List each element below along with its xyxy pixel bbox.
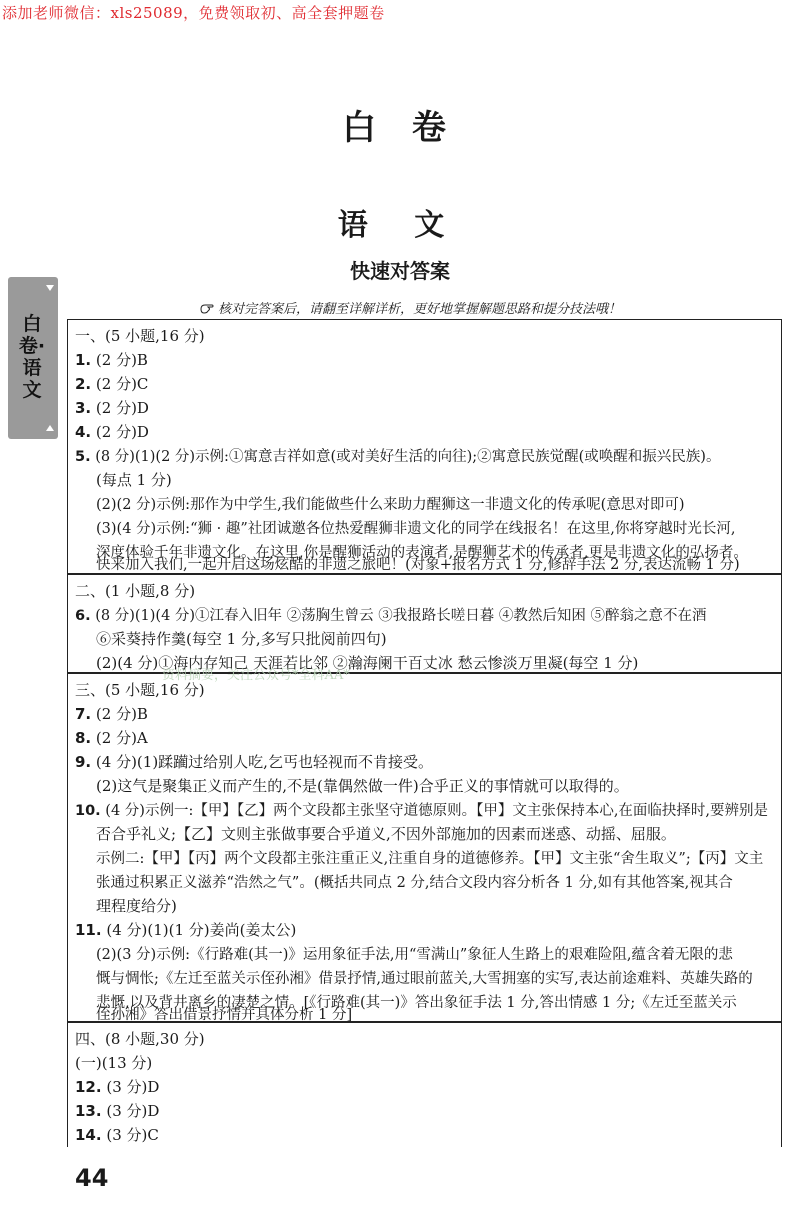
answer-line: 13. (3 分)D: [75, 1102, 160, 1120]
answer-line: ⑥采葵持作羹(每空 1 分,多写只批阅前四句): [96, 630, 387, 648]
section-header: 二、(1 小题,8 分): [75, 582, 196, 600]
answer-line: 9. (4 分)(1)蹂躏过给别人吃,乞丐也轻视而不肯接受。: [75, 753, 433, 771]
answer-line: 快来加入我们,一起开启这场炫酷的非遗之旅吧！(对象+报名方式 1 分,修辞手法 2 分,表达流畅 1 分): [96, 557, 740, 573]
section-subtitle: 快速对答案: [350, 259, 450, 283]
answer-line: (3)(4 分)示例:“狮 · 趣”社团诚邀各位热爱醒狮非遗文化的同学在线报名！在这里,你将穿越时光长河,: [96, 521, 736, 537]
answer-line: 11. (4 分)(1)(1 分)姜尚(姜太公): [75, 921, 297, 939]
answer-line: (2)(3 分)示例:《行路难(其一)》运用象征手法,用“雪满山”象征人生路上的艰难险阻,蕴含着无限的悲: [96, 947, 733, 963]
arrow-up-icon: [46, 425, 54, 431]
answer-line: 8. (2 分)A: [75, 729, 148, 747]
page-number: 44: [75, 1164, 109, 1192]
section-header: 四、(8 小题,30 分): [75, 1030, 205, 1048]
answer-line: 慨与惆怅;《左迁至蓝关示侄孙湘》借景抒情,通过眼前蓝关,大雪拥塞的实写,表达前途难料、英雄失路的: [96, 971, 753, 987]
answer-line: 12. (3 分)D: [75, 1078, 160, 1096]
answer-line: (2)(2 分)示例:那作为中学生,我们能做些什么来助力醒狮这一非遗文化的传承呢(意思对即可): [96, 497, 685, 513]
page-title: 白 卷: [342, 108, 458, 148]
subject-title: 语 文: [337, 208, 463, 243]
answer-line: (一)(13 分): [75, 1054, 153, 1072]
top-watermark: 添加老师微信：xls25089，免费领取初、高全套押题卷: [2, 4, 385, 22]
answer-line: 理程度给分): [96, 897, 177, 915]
answer-line: 14. (3 分)C: [75, 1126, 159, 1144]
answer-line: 4. (2 分)D: [75, 423, 149, 441]
hint-line: [200, 298, 621, 317]
answer-line: (2)这气是聚集正义而产生的,不是(靠偶然做一件)合乎正义的事情就可以取得的。: [96, 777, 629, 795]
answer-line: (2)(4 分)①海内存知己 天涯若比邻 ②瀚海阑干百丈冰 愁云惨淡万里凝(每空 1 分): [96, 654, 639, 672]
answer-line: 10. (4 分)示例一:【甲】【乙】两个文段都主张坚守道德原则。【甲】文主张保持本心,在面临抉择时,要辨别是: [75, 803, 769, 819]
answer-line: 6. (8 分)(1)(4 分)①江春入旧年 ②荡胸生曾云 ③我报路长嗟日暮 ④教然后知困 ⑤醉翁之意不在酒: [75, 608, 707, 624]
pointing-hand-icon: [200, 302, 214, 314]
answer-line: 5. (8 分)(1)(2 分)示例:①寓意吉祥如意(或对美好生活的向往);②寓意民族觉醒(或唤醒和振兴民族)。: [75, 449, 721, 465]
answer-line: 示例二:【甲】【丙】两个文段都主张注重正义,注重自身的道德修养。【甲】文主张“舍生取义”;【丙】文主: [96, 851, 764, 867]
section-header: 一、(5 小题,16 分): [75, 327, 205, 345]
answer-line: 2. (2 分)C: [75, 375, 149, 393]
side-tab: [8, 277, 58, 439]
side-tab-label: 白卷·语文: [18, 313, 46, 401]
answer-line: 张通过积累正义滋养“浩然之气”。(概括共同点 2 分,结合文段内容分析各 1 分,如有其他答案,视其合: [96, 875, 733, 891]
answer-line: (每点 1 分): [96, 471, 172, 489]
answer-line: 深度体验千年非遗文化。在这里,你是醒狮活动的表演者,是醒狮艺术的传承者,更是非遗文化的弘扬者。: [96, 545, 748, 561]
arrow-down-icon: [46, 285, 54, 291]
faint-watermark: 资料摘要，关注公众号*全科AA*: [162, 668, 350, 683]
answer-line: 3. (2 分)D: [75, 399, 149, 417]
hint-text: 核对完答案后，请翻至详解详析，更好地掌握解题思路和提分技法哦！: [218, 302, 622, 317]
answer-line: 否合乎礼义;【乙】文则主张做事要合乎道义,不因外部施加的因素而迷惑、动摇、屈服。: [96, 825, 676, 843]
answer-line: 7. (2 分)B: [75, 705, 148, 723]
section-header: 三、(5 小题,16 分): [75, 681, 205, 699]
answer-line: 侄孙湘》答出借景抒情并具体分析 1 分]: [96, 1007, 353, 1023]
answer-line: 悲慨,以及背井离乡的凄楚之情。[《行路难(其一)》答出象征手法 1 分,答出情感 1 分;《左迁至蓝关示: [96, 995, 737, 1011]
answer-line: 1. (2 分)B: [75, 351, 148, 369]
